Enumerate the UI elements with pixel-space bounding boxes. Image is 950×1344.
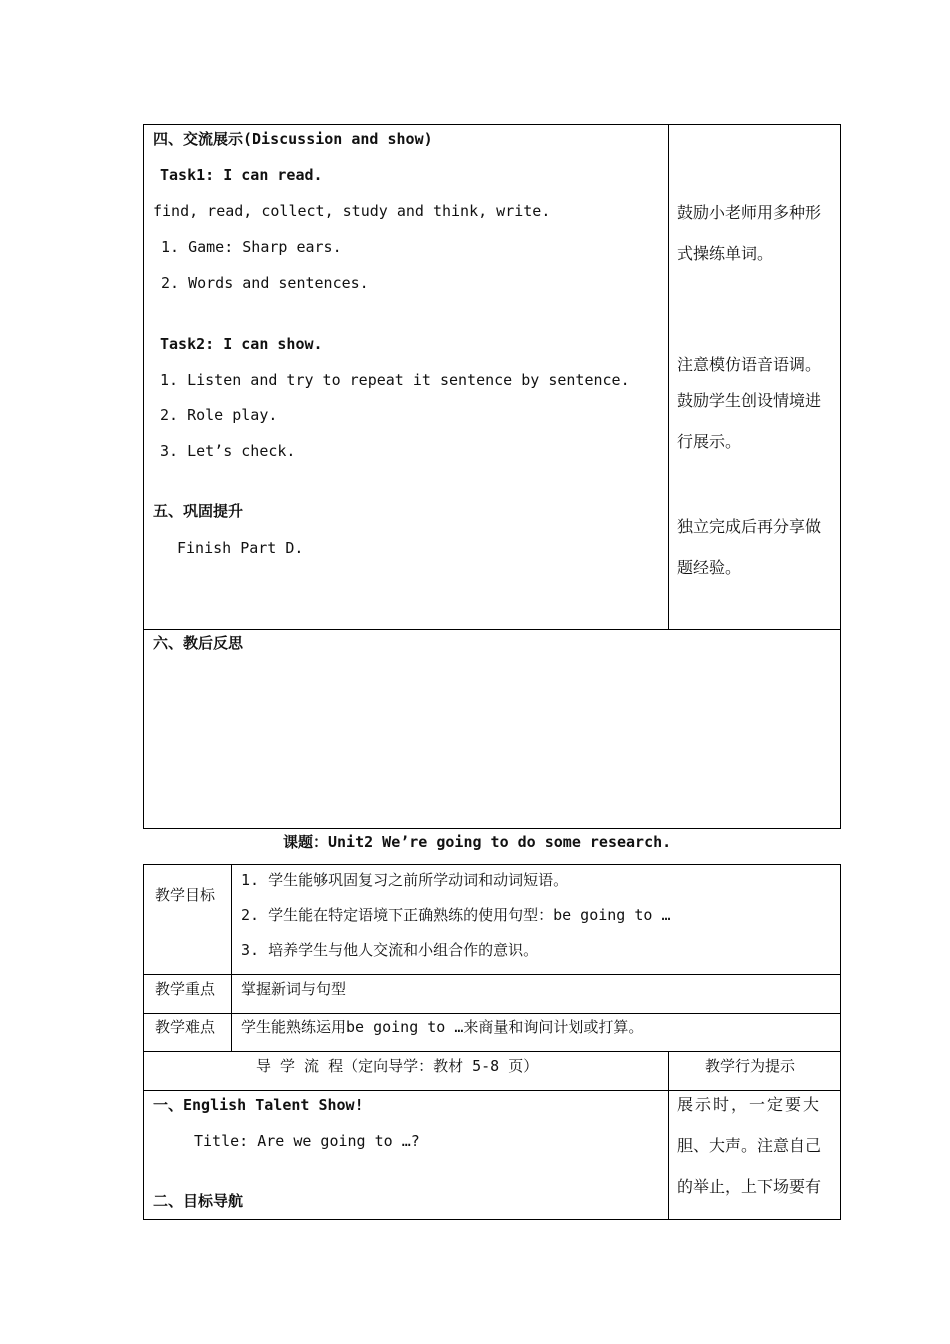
heading-discussion: 四、交流展示(Discussion and show)	[153, 130, 433, 148]
flow-header: 导 学 流 程（定向导学：教材 5-8 页）	[256, 1057, 539, 1075]
hint-text: 展示时，一定要大	[677, 1095, 822, 1114]
goals-label: 教学目标	[155, 886, 216, 904]
goal-item: 2. 学生能在特定语境下正确熟练的使用句型：be going to …	[241, 906, 671, 924]
hint-text: 胆、大声。注意自己	[677, 1136, 822, 1155]
task1-item: 1. Game: Sharp ears.	[161, 238, 342, 256]
hint-header: 教学行为提示	[705, 1057, 796, 1075]
hint-text: 鼓励小老师用多种形	[677, 203, 822, 222]
goal-item: 3. 培养学生与他人交流和小组合作的意识。	[241, 941, 539, 959]
column-divider	[668, 1051, 669, 1220]
hint-text: 独立完成后再分享做	[677, 517, 822, 536]
task2-item: 2. Role play.	[160, 406, 278, 424]
row-divider	[143, 1090, 841, 1091]
task2-item: 3. Let’s check.	[160, 442, 296, 460]
row-divider	[143, 1051, 841, 1052]
finish-part-d: Finish Part D.	[177, 539, 304, 557]
goal-navigation-heading: 二、目标导航	[153, 1192, 244, 1210]
hint-text: 注意模仿语音语调。	[677, 355, 822, 374]
label-column-divider	[231, 864, 232, 1052]
hint-text: 式操练单词。	[677, 244, 774, 263]
key-label: 教学重点	[155, 980, 216, 998]
talent-show-title: Title: Are we going to …?	[194, 1132, 420, 1150]
row-divider	[143, 629, 841, 630]
heading-reflection: 六、教后反思	[153, 634, 244, 652]
hint-text: 鼓励学生创设情境进	[677, 391, 822, 410]
lesson-table-1	[143, 124, 841, 829]
hint-text: 题经验。	[677, 558, 742, 577]
column-divider	[668, 124, 669, 630]
heading-consolidate: 五、巩固提升	[153, 502, 244, 520]
hint-text: 的举止，上下场要有	[677, 1177, 822, 1196]
task1-item: 2. Words and sentences.	[161, 274, 369, 292]
hint-text: 行展示。	[677, 432, 742, 451]
difficult-text: 学生能熟练运用be going to …来商量和询问计划或打算。	[241, 1018, 644, 1036]
task2-title: Task2: I can show.	[160, 335, 323, 353]
difficult-label: 教学难点	[155, 1018, 216, 1036]
key-text: 掌握新词与句型	[241, 980, 347, 998]
task1-title: Task1: I can read.	[160, 166, 323, 184]
lesson-title: 课题：Unit2 We’re going to do some research.	[283, 833, 672, 851]
row-divider	[143, 974, 841, 975]
task1-words: find, read, collect, study and think, write.	[153, 202, 551, 220]
row-divider	[143, 1013, 841, 1014]
goal-item: 1. 学生能够巩固复习之前所学动词和动词短语。	[241, 871, 569, 889]
talent-show-heading: 一、English Talent Show!	[153, 1096, 364, 1114]
task2-item: 1. Listen and try to repeat it sentence by sentence.	[160, 371, 630, 389]
